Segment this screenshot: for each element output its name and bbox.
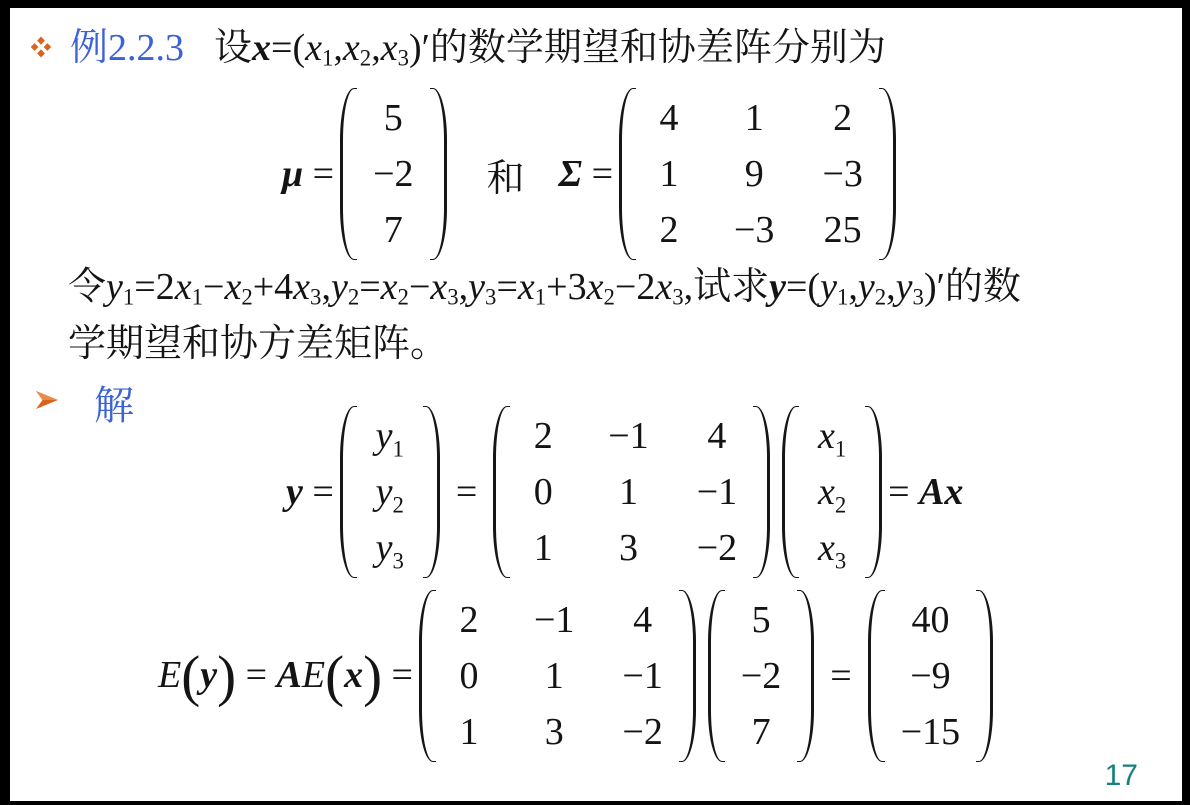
example-title-line	[30, 24, 886, 83]
text-segment: 3	[397, 45, 409, 71]
matrix-cell: 1	[533, 527, 553, 569]
matrix-cell: 5	[383, 97, 403, 139]
text-segment: x	[293, 266, 311, 308]
left-parenthesis	[340, 88, 357, 260]
left-parenthesis	[619, 88, 636, 260]
problem-line-1	[68, 264, 1190, 321]
text-segment: E	[301, 653, 326, 696]
text-segment: −2	[614, 266, 656, 308]
equals-sign-2: =	[830, 655, 852, 697]
matrix-cell: 1	[459, 711, 479, 753]
right-parenthesis	[679, 590, 696, 762]
left-parenthesis	[868, 590, 885, 762]
matrix-cell: 0	[533, 471, 553, 513]
Ax-rhs	[888, 470, 963, 514]
text-segment: x	[305, 27, 322, 69]
right-parenthesis	[976, 590, 993, 762]
left-parenthesis	[493, 406, 510, 578]
text-segment: x	[224, 266, 242, 308]
text-segment: y	[769, 266, 786, 308]
matrix-cell: $x_1$	[817, 415, 847, 462]
text-segment: x	[174, 266, 192, 308]
matrix-cell: 0	[459, 655, 479, 697]
matrix-cell: 2	[459, 599, 479, 641]
text-segment: ,	[371, 27, 381, 69]
y-vector	[340, 406, 440, 578]
text-segment: Σ	[558, 153, 583, 195]
text-segment: 2	[603, 284, 615, 310]
right-parenthesis	[430, 88, 447, 260]
text-segment: =	[582, 153, 613, 195]
matrix-cell: $y_1$	[375, 415, 404, 462]
y-lhs	[286, 470, 334, 514]
matrix-cell: 4	[707, 415, 727, 457]
matrix-cell: −3	[822, 153, 863, 195]
text-segment: 3	[485, 284, 497, 310]
text-segment: ,	[848, 266, 858, 308]
matrix-cell: −1	[533, 599, 575, 641]
text-segment: y	[286, 471, 303, 513]
right-parenthesis	[423, 406, 440, 578]
solution-label: 解	[94, 383, 134, 428]
text-segment: =	[303, 153, 335, 195]
matrix-cell: 5	[751, 599, 771, 641]
right-parenthesis	[753, 406, 770, 578]
text-segment: 3	[447, 284, 459, 310]
mu-vector	[340, 88, 446, 260]
text-segment: x	[252, 27, 272, 69]
text-segment: =(	[786, 266, 821, 308]
text-segment: x	[517, 266, 535, 308]
matrix-cell: 4	[659, 97, 679, 139]
expectation-equation	[158, 590, 999, 762]
text-segment: A	[276, 653, 302, 696]
A-matrix	[493, 406, 770, 578]
text-segment: ,	[333, 27, 343, 69]
page-number: 17	[1104, 759, 1138, 792]
text-segment: 1	[122, 284, 135, 310]
result-vector	[868, 590, 993, 762]
text-segment: x	[380, 266, 398, 308]
text-segment: ,	[458, 266, 469, 308]
matrix-cell: 1	[659, 153, 679, 195]
text-segment: y	[857, 266, 875, 308]
left-parenthesis	[782, 406, 799, 578]
matrix-cell: −2	[696, 527, 738, 569]
matrix-cell: −3	[734, 209, 775, 251]
A-matrix-2	[419, 590, 696, 762]
text-segment: )′的数	[923, 266, 1021, 308]
text-segment: =	[888, 471, 920, 513]
left-parenthesis	[340, 406, 357, 578]
text-segment: 1	[836, 284, 849, 310]
example-number: 例2.2.3	[70, 27, 185, 69]
example-statement	[214, 27, 886, 69]
text-segment: 2	[397, 284, 409, 310]
problem-paragraph	[68, 264, 1190, 367]
text-segment: =	[302, 471, 334, 513]
sigma-matrix	[619, 88, 896, 260]
text-segment: +4	[252, 266, 294, 308]
text-segment: (	[181, 644, 201, 708]
matrix-cell: 7	[383, 209, 403, 251]
text-segment: 令	[68, 266, 107, 308]
left-parenthesis	[708, 590, 725, 762]
matrix-cell: −2	[740, 655, 782, 697]
matrix-cell: 40	[911, 599, 950, 641]
text-segment: =	[236, 653, 277, 696]
y-equals-Ax-equation	[286, 406, 963, 578]
text-segment: x	[344, 653, 364, 696]
arrow-bullet-icon	[34, 389, 60, 416]
text-segment: y	[106, 266, 123, 308]
matrix-cell: −2	[373, 153, 414, 195]
matrix-cell: −1	[608, 415, 649, 457]
matrix-cell: 4	[633, 599, 653, 641]
text-segment: =2	[134, 266, 175, 308]
text-segment: 2	[347, 284, 360, 310]
matrix-cell: 3	[544, 711, 564, 753]
sigma-lhs	[559, 152, 613, 196]
text-segment: 2	[874, 284, 887, 310]
text-segment: −	[408, 266, 431, 308]
matrix-cell: 1	[618, 471, 638, 513]
matrix-cell: −2	[622, 711, 663, 753]
text-segment: Ax	[919, 471, 964, 513]
matrix-cell: $y_2$	[375, 471, 404, 518]
right-parenthesis	[797, 590, 814, 762]
mu-lhs	[282, 152, 334, 196]
text-segment: ,	[321, 266, 331, 308]
text-segment: 1	[191, 284, 204, 310]
text-segment: 1	[322, 45, 334, 71]
text-segment: μ	[282, 153, 304, 195]
text-segment: )	[217, 644, 237, 708]
matrix-cell: 2	[833, 97, 853, 139]
right-parenthesis	[879, 88, 896, 260]
text-segment: y	[200, 653, 218, 696]
matrix-cell: 1	[744, 97, 764, 139]
text-segment: =	[496, 266, 518, 308]
text-segment: ,试求	[683, 266, 770, 308]
text-segment: y	[895, 266, 913, 308]
text-segment: =	[359, 266, 381, 308]
text-segment: x	[342, 27, 360, 69]
text-segment: y	[468, 266, 486, 308]
text-segment: 1	[534, 284, 547, 310]
text-segment: ,	[886, 266, 896, 308]
text-segment: =(	[271, 27, 306, 69]
text-segment: 2	[241, 284, 253, 310]
matrix-cell: −1	[696, 471, 738, 513]
and-word: 和	[486, 157, 525, 200]
text-segment: =	[382, 653, 413, 696]
mu-vector-2	[708, 590, 814, 762]
matrix-cell: 2	[533, 415, 553, 457]
text-segment: y	[820, 266, 837, 308]
text-segment: x	[586, 266, 604, 308]
text-segment: 3	[912, 284, 924, 310]
matrix-cell: −9	[910, 655, 951, 697]
text-segment: +3	[546, 266, 587, 308]
text-segment: )	[363, 644, 383, 708]
text-segment: −	[203, 266, 225, 308]
matrix-cell: $y_3$	[375, 527, 404, 574]
left-parenthesis	[419, 590, 436, 762]
example-title-text	[70, 24, 886, 83]
matrix-cell: −15	[900, 711, 961, 753]
matrix-cell: $x_3$	[817, 527, 847, 574]
matrix-cell: 7	[751, 711, 771, 753]
matrix-cell: 25	[823, 209, 862, 251]
text-segment: x	[430, 266, 448, 308]
given-equation	[282, 88, 902, 260]
equals-sign: =	[455, 471, 478, 513]
expectation-lhs	[158, 644, 413, 709]
matrix-cell: 3	[618, 527, 638, 569]
text-segment: 3	[310, 284, 322, 310]
text-segment: 设	[214, 27, 253, 69]
text-segment: )′的数学期望和协差阵分别为	[408, 27, 886, 69]
matrix-cell: 9	[744, 153, 764, 195]
x-vector	[782, 406, 882, 578]
matrix-cell: 1	[544, 655, 564, 697]
text-segment: E	[158, 653, 182, 696]
matrix-cell: 2	[659, 209, 679, 251]
matrix-cell: $x_2$	[817, 471, 847, 518]
four-diamond-bullet-icon	[30, 36, 52, 63]
text-segment: 3	[672, 284, 684, 310]
right-parenthesis	[865, 406, 882, 578]
problem-line-2: 学期望和协方差矩阵。	[68, 322, 449, 365]
text-segment: y	[330, 266, 348, 308]
matrix-cell: −1	[622, 655, 663, 697]
text-segment: x	[380, 27, 398, 69]
text-segment: x	[655, 266, 673, 308]
solution-line	[34, 374, 134, 431]
text-segment: (	[325, 644, 345, 708]
text-segment: 2	[359, 45, 372, 71]
